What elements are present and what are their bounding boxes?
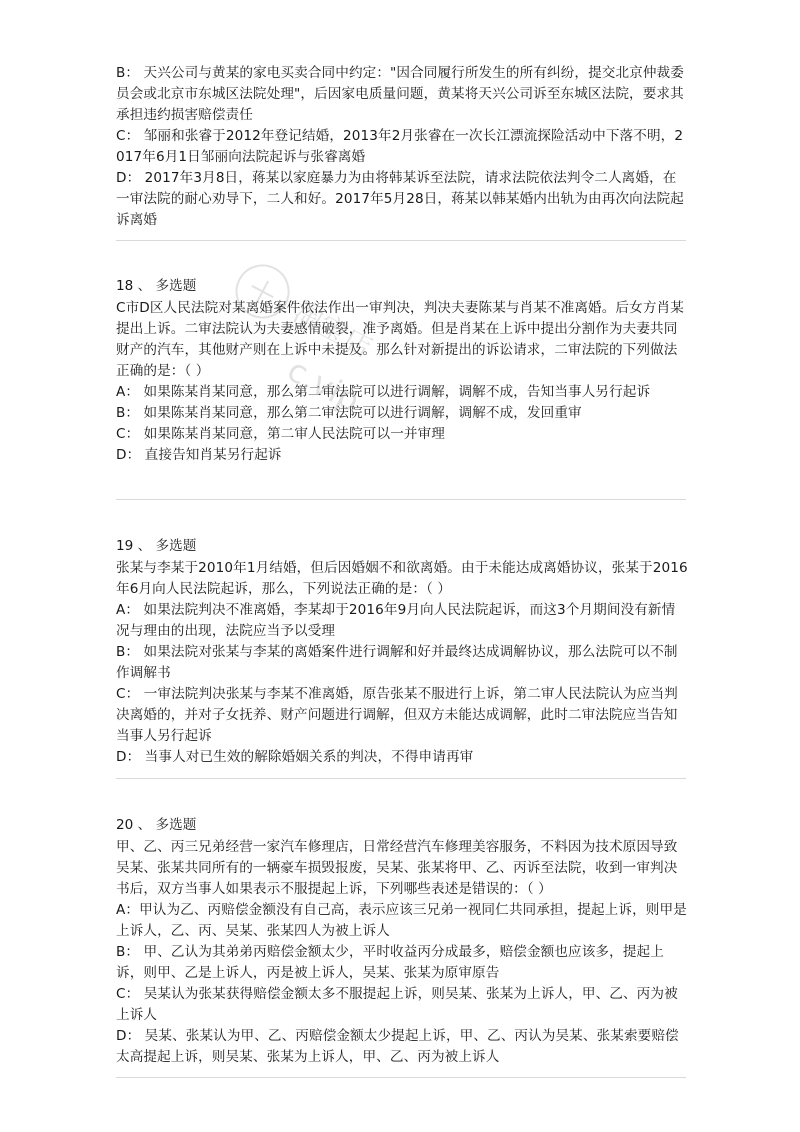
question-19-header: 19 、 多选题 (116, 538, 197, 554)
option-c: C： 邹丽和张睿于2012年登记结婚，2013年2月张睿在一次长江漂流探险活动中下落不明，2017年6月1日邹丽向法院起诉与张睿离婚 (116, 128, 684, 165)
question-18-body (116, 298, 688, 466)
question-stem: C市D区人民法院对某离婚案件依法作出一审判决，判决夫妻陈某与肖某不准离婚。后女方肖某提出上诉。二审法院认为夫妻感情破裂，准予离婚。但是肖某在上诉中提出分割作为夫妻共同财产的汽车，其他财产则在上诉中未提及。那么针对新提出的诉讼请求，二审法院的下列做法正确的是：（ ） (116, 300, 684, 379)
option-c: C： 如果陈某肖某同意，第二审人民法院可以一并审理 (116, 426, 445, 442)
watermark-text-1: 淘宝店 (288, 295, 378, 364)
divider (116, 1077, 686, 1078)
option-b: B： 天兴公司与黄某的家电买卖合同中约定："因合同履行所发生的所有纠纷，提交北京仲裁委员会或北京市东城区法院处理"，后因家电质量问题，黄某将天兴公司诉至东城区法院，要求其承担违约损害赔偿责任 (116, 65, 684, 123)
divider (116, 778, 686, 779)
option-a: A：甲认为乙、丙赔偿金额没有自己高，表示应该三兄弟一视同仁共同承担，提起上诉，则甲是上诉人，乙、丙、吴某、张某四人为被上诉人 (116, 902, 687, 939)
option-b: B： 如果陈某肖某同意，那么第二审法院可以进行调解，调解不成，发回重审 (116, 405, 582, 421)
option-d: D： 2017年3月8日，蒋某以家庭暴力为由将韩某诉至法院，请求法院依法判令二人离婚，在一审法院的耐心劝导下，二人和好。2017年5月28日，蒋某以韩某婚内出轨为由再次向法院起诉离婚 (116, 170, 684, 228)
option-c: C： 一审法院判决张某与李某不准离婚，原告张某不服进行上诉，第二审人民法院认为应当判决离婚的，并对子女抚养、财产问题进行调解，但双方未能达成调解，此时二审法院应当告知当事人另行起诉 (116, 686, 678, 744)
option-b: B： 如果法院对张某与李某的离婚案件进行调解和好并最终达成调解协议，那么法院可以不制作调解书 (116, 644, 678, 681)
question-20-header: 20 、 多选题 (116, 817, 197, 833)
question-20-body (116, 837, 688, 1068)
watermark-text-2: c.vip (281, 350, 367, 420)
option-a: A： 如果陈某肖某同意，那么第二审法院可以进行调解，调解不成，告知当事人另行起诉 (116, 384, 651, 400)
option-d: D： 当事人对已生效的解除婚姻关系的判决，不得申请再审 (116, 749, 474, 765)
question-stem: 张某与李某于2010年1月结婚，但后因婚姻不和欲离婚。由于未能达成离婚协议，张某于2016年6月向人民法院起诉，那么，下列说法正确的是：（ ） (116, 560, 688, 597)
option-d: D： 直接告知肖某另行起诉 (116, 447, 282, 463)
option-c: C： 吴某认为张某获得赔偿金额太多不服提起上诉，则吴某、张某为上诉人，甲、乙、丙为被上诉人 (116, 986, 678, 1023)
question-19-body (116, 558, 688, 768)
option-a: A： 如果法院判决不准离婚，李某却于2016年9月向人民法院起诉，而这3个月期间没有新情况与理由的出现，法院应当予以受理 (116, 602, 676, 639)
question-stem: 甲、乙、丙三兄弟经营一家汽车修理店，日常经营汽车修理美容服务，不料因为技术原因导致吴某、张某共同所有的一辆豪车损毁报废，吴某、张某将甲、乙、丙诉至法院，收到一审判决书后，双方当事人如果表示不服提起上诉，下列哪些表述是错误的：（ ） (116, 839, 678, 897)
divider (116, 240, 686, 241)
prev-question-options (116, 63, 688, 231)
divider (116, 499, 686, 500)
option-b: B： 甲、乙认为其弟弟丙赔偿金额太少，平时收益丙分成最多，赔偿金额也应该多，提起上诉，则甲、乙是上诉人，丙是被上诉人，吴某、张某为原审原告 (116, 944, 664, 981)
option-d: D： 吴某、张某认为甲、乙、丙赔偿金额太少提起上诉，甲、乙、丙认为吴某、张某索要赔偿太高提起上诉，则吴某、张某为上诉人，甲、乙、丙为被上诉人 (116, 1028, 679, 1065)
question-18-header: 18 、 多选题 (116, 278, 197, 294)
